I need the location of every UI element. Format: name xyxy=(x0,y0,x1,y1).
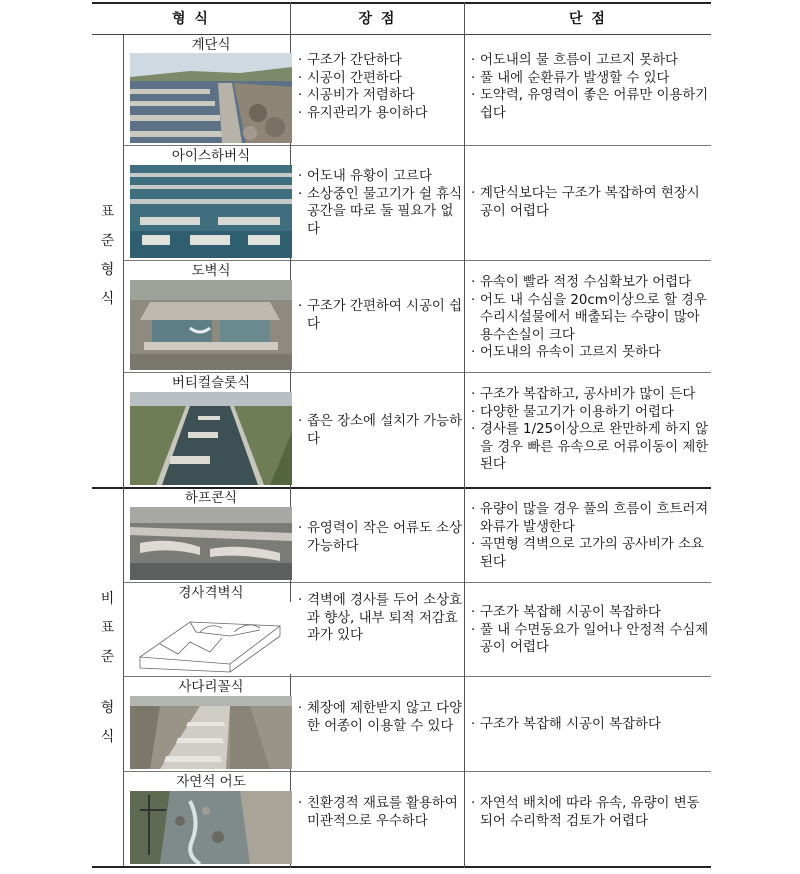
list-item: · 도약력, 유영력이 좋은 어류만 이용하기 쉽다 xyxy=(471,87,709,122)
wall-type-fishway-photo xyxy=(130,280,292,370)
type-name: 하프콘식 xyxy=(184,490,238,506)
list-item: · 유량이 많을 경우 풀의 흐름이 흐트러져 와류가 발생한다 xyxy=(471,501,709,536)
list-item: · 시공이 간편하다 xyxy=(298,70,463,88)
list-item: · 좁은 장소에 설치가 가능하다 xyxy=(298,413,463,448)
vertical-slot-fishway-photo xyxy=(130,392,292,485)
row-separator xyxy=(123,260,711,261)
header-rule xyxy=(92,34,711,35)
natural-stone-fishway-photo xyxy=(130,791,292,864)
group-label-standard: 표 준 형 식 xyxy=(100,204,115,307)
header-pros: 장 점 xyxy=(358,11,397,27)
row-separator xyxy=(123,676,711,677)
list-item: · 시공비가 저렴하다 xyxy=(298,87,463,105)
row-separator xyxy=(123,771,711,772)
list-item: · 어도내의 유속이 고르지 못하다 xyxy=(471,344,709,362)
pros-list xyxy=(298,413,463,448)
list-item: · 구조가 복잡하고, 공사비가 많이 든다 xyxy=(471,386,709,404)
type-name: 사다리꼴식 xyxy=(178,679,244,695)
list-item: · 구조가 간편하여 시공이 쉽다 xyxy=(298,298,463,333)
list-item: · 어도 내 수심을 20cm이상으로 할 경우 수리시설물에서 배출되는 수량이 많아 용수손실이 크다 xyxy=(471,292,709,345)
pros-list xyxy=(298,795,463,830)
row-separator xyxy=(123,145,711,146)
list-item: · 어도내의 물 흐름이 고르지 못하다 xyxy=(471,52,709,70)
cons-list xyxy=(471,795,709,830)
ice-harbor-fishway-photo xyxy=(130,165,292,258)
list-item: · 친환경적 재료를 활용하여 미관적으로 우수하다 xyxy=(298,795,463,830)
list-item: · 구조가 복잡해 시공이 복잡하다 xyxy=(471,716,709,734)
row-separator xyxy=(123,372,711,373)
header-cons: 단 점 xyxy=(569,11,607,27)
list-item: · 유지관리가 용이하다 xyxy=(298,105,463,123)
header-type: 형 식 xyxy=(172,11,210,27)
type-name: 아이스하버식 xyxy=(171,148,251,164)
cons-list xyxy=(471,274,709,362)
cons-list xyxy=(471,716,709,734)
cons-list xyxy=(471,604,709,657)
pros-list xyxy=(298,520,463,555)
group-column-line xyxy=(123,35,124,866)
trapezoidal-fishway-photo xyxy=(130,696,292,769)
list-item: · 계단식보다는 구조가 복잡하여 현장시공이 어렵다 xyxy=(471,185,709,220)
inclined-baffle-diagram xyxy=(130,602,292,674)
list-item: · 구조가 간단하다 xyxy=(298,52,463,70)
type-name: 도벽식 xyxy=(191,263,231,279)
cons-list xyxy=(471,386,709,474)
list-item: · 자연석 배치에 따라 유속, 유량이 변동되어 수리학적 검토가 어렵다 xyxy=(471,795,709,830)
type-name: 계단식 xyxy=(191,37,231,53)
pros-list xyxy=(298,168,463,238)
list-item: · 다양한 물고기가 이용하기 어렵다 xyxy=(471,404,709,422)
half-cone-fishway-photo xyxy=(130,507,292,580)
table-bottom-rule xyxy=(92,866,711,868)
pros-list xyxy=(298,298,463,333)
pros-list xyxy=(298,592,463,645)
list-item: · 격벽에 경사를 두어 소상효과 향상, 내부 퇴적 저감효과가 있다 xyxy=(298,592,463,645)
list-item: · 유속이 빨라 적정 수심확보가 어렵다 xyxy=(471,274,709,292)
row-separator xyxy=(123,582,711,583)
group-label-nonstandard: 비 표 준 형 식 xyxy=(100,591,115,745)
list-item: · 경사를 1/25이상으로 완만하게 하지 않을 경우 빠른 유속으로 어류이동이 제한된다 xyxy=(471,421,709,474)
list-item: · 체장에 제한받지 않고 다양한 어종이 이용할 수 있다 xyxy=(298,700,463,735)
list-item: · 풀 내에 순환류가 발생할 수 있다 xyxy=(471,70,709,88)
type-name: 자연석 어도 xyxy=(176,774,246,790)
list-item: · 유영력이 작은 어류도 소상가능하다 xyxy=(298,520,463,555)
list-item: · 곡면형 격벽으로 고가의 공사비가 소요된다 xyxy=(471,536,709,571)
list-item: · 어도내 유황이 고르다 xyxy=(298,168,463,186)
type-name: 버티컬슬롯식 xyxy=(171,375,251,391)
pros-list xyxy=(298,700,463,735)
list-item: · 구조가 복잡해 시공이 복잡하다 xyxy=(471,604,709,622)
list-item: · 소상중인 물고기가 쉴 휴식공간을 따로 둘 필요가 없다 xyxy=(298,186,463,239)
cons-list xyxy=(471,52,709,122)
fishway-comparison-table xyxy=(92,2,711,868)
list-item: · 풀 내 수면동요가 일어나 안정적 수심제공이 어렵다 xyxy=(471,622,709,657)
pros-column-line xyxy=(464,2,465,868)
pros-list xyxy=(298,52,463,122)
cons-list xyxy=(471,185,709,220)
stepped-fishway-photo xyxy=(130,53,292,143)
cons-list xyxy=(471,501,709,571)
type-name: 경사격벽식 xyxy=(178,585,244,601)
